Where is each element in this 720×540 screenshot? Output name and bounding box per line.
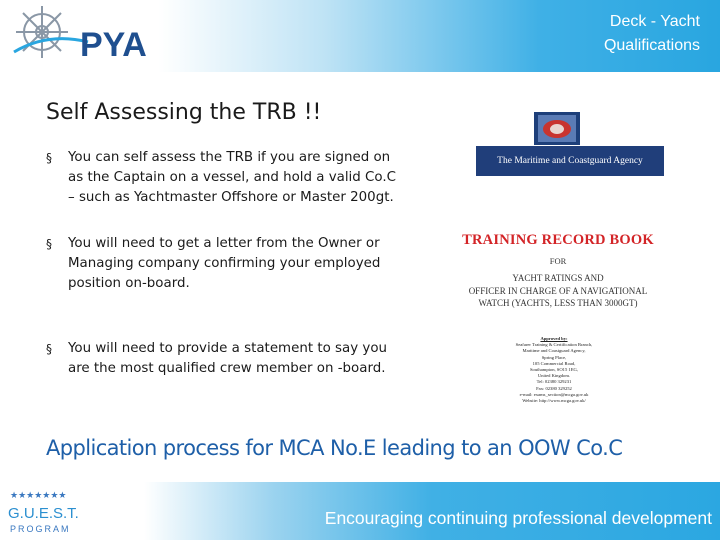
brand-text: PYA	[80, 26, 147, 64]
bullet-text: You will need to get a letter from the Owner or Managing company confirming your employed position on-board.	[68, 236, 381, 291]
bullet-item	[46, 148, 396, 208]
ship-wheel-icon	[16, 6, 68, 58]
process-heading: Application process for MCA No.E leading to an OOW Co.C	[46, 436, 623, 460]
bullet-marker: §	[46, 342, 52, 356]
trb-subtitle-line: YACHT RATINGS AND	[512, 273, 604, 283]
approved-line: e-mail: exams_section@mcga.gov.uk	[519, 391, 589, 397]
bullet-item	[46, 339, 396, 379]
guest-program-logo	[6, 484, 90, 538]
approved-line: Maritime and Coastguard Agency,	[522, 348, 586, 354]
trb-book-title: TRAINING RECORD BOOK	[462, 232, 654, 248]
bullet-text: You can self assess the TRB if you are signed on as the Captain on a vessel, and hold a valid Co.C – such as Yachtmaster Offshore or Master 200gt.	[68, 150, 396, 205]
guest-logo-text: G.U.E.S.T.	[8, 505, 79, 522]
approved-line: Southampton, SO15 1EG,	[530, 367, 578, 373]
mca-emblem-icon	[534, 112, 580, 145]
deck-title	[604, 10, 700, 58]
footer-tagline: Encouraging continuing professional development	[324, 508, 712, 528]
deck-title-line2: Qualifications	[603, 37, 700, 54]
bullet-item	[46, 234, 396, 294]
trb-subtitle-line: WATCH (YACHTS, LESS THAN 3000GT)	[478, 298, 638, 308]
pya-logo	[8, 2, 158, 68]
deck-title-line1: Deck - Yacht	[609, 13, 700, 30]
guest-logo-sub: PROGRAM	[10, 524, 71, 534]
trb-subtitle-line: OFFICER IN CHARGE OF A NAVIGATIONAL	[468, 285, 648, 296]
approved-line: Tel: 02380 329231	[536, 379, 572, 385]
stars-icon	[10, 491, 66, 501]
approved-line: Fax: 02380 329252	[536, 385, 572, 391]
approved-line: United Kingdom.	[537, 373, 571, 379]
mca-agency-banner: The Maritime and Coastguard Agency	[476, 146, 664, 176]
trb-for-label: FOR	[549, 256, 567, 266]
approved-line: Seafarer Training & Certification Branch,	[515, 342, 593, 348]
slide-title: Self Assessing the TRB !!	[46, 100, 322, 125]
svg-text:★★★★★★★: ★★★★★★★	[10, 491, 67, 501]
bullet-text: You will need to provide a statement to say you are the most qualified crew member on -board.	[68, 341, 387, 376]
approved-heading: Approved by:	[540, 336, 568, 341]
bullet-marker: §	[46, 237, 52, 251]
trb-subtitle	[438, 272, 678, 310]
approved-by-block	[492, 336, 616, 404]
approved-line: 105 Commercial Road,	[532, 360, 576, 366]
bullet-list	[46, 148, 396, 379]
approved-line: Spring Place,	[541, 354, 567, 360]
bullet-marker: §	[46, 151, 52, 165]
approved-line: Website: http://www.mcga.gov.uk/	[522, 398, 586, 404]
